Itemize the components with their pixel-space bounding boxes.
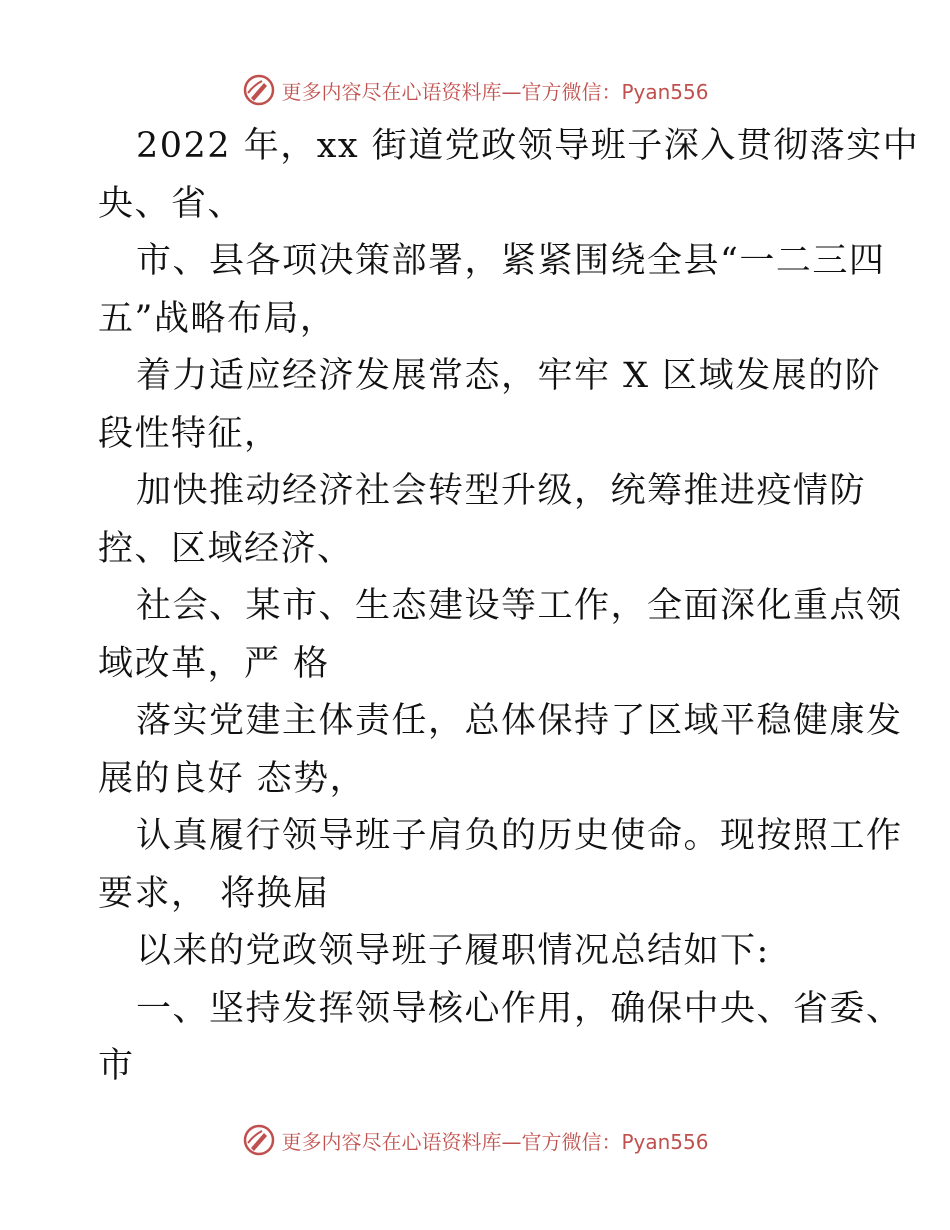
- document-body: [98, 118, 920, 1096]
- pen-logo-icon: [241, 72, 277, 108]
- text-line: 落实党建主体责任，总体保持了区域平稳健康发: [136, 701, 903, 741]
- text-line: 认真履行领导班子肩负的历史使命。现按照工作: [136, 816, 903, 856]
- text-line: 市、县各项决策部署，紧紧围绕全县“一二三四: [136, 241, 886, 281]
- text-line: 要求， 将换届: [98, 873, 330, 914]
- text-line: 域改革，严 格: [98, 643, 330, 684]
- footer-banner-text: 更多内容尽在心语资料库—官方微信：Pyan556: [281, 1129, 709, 1154]
- text-line: 展的良好 态势，: [98, 758, 367, 799]
- text-line: 加快推动经济社会转型升级，统筹推进疫情防: [136, 471, 867, 511]
- footer-watermark-banner: [0, 1118, 950, 1162]
- header-banner-text: 更多内容尽在心语资料库—官方微信：Pyan556: [281, 79, 709, 104]
- text-line: 控、区域经济、: [98, 528, 354, 569]
- header-watermark-banner: [0, 68, 950, 112]
- text-line: 市: [98, 1046, 135, 1086]
- text-line: 社会、某市、生态建设等工作，全面深化重点领: [136, 586, 903, 626]
- text-line: 2022 年，xx 街道党政领导班子深入贯彻落实中: [136, 126, 920, 166]
- text-line: 五”战略布局，: [98, 298, 337, 339]
- text-line: 段性特征，: [98, 413, 281, 454]
- text-line: 着力适应经济发展常态，牢牢 X 区域发展的阶: [136, 356, 882, 396]
- text-line: 央、省、: [98, 183, 245, 224]
- text-line: 以来的党政领导班子履职情况总结如下:: [136, 931, 770, 971]
- text-line: 一、坚持发挥领导核心作用，确保中央、省委、: [136, 988, 903, 1029]
- pen-logo-icon: [241, 1122, 277, 1158]
